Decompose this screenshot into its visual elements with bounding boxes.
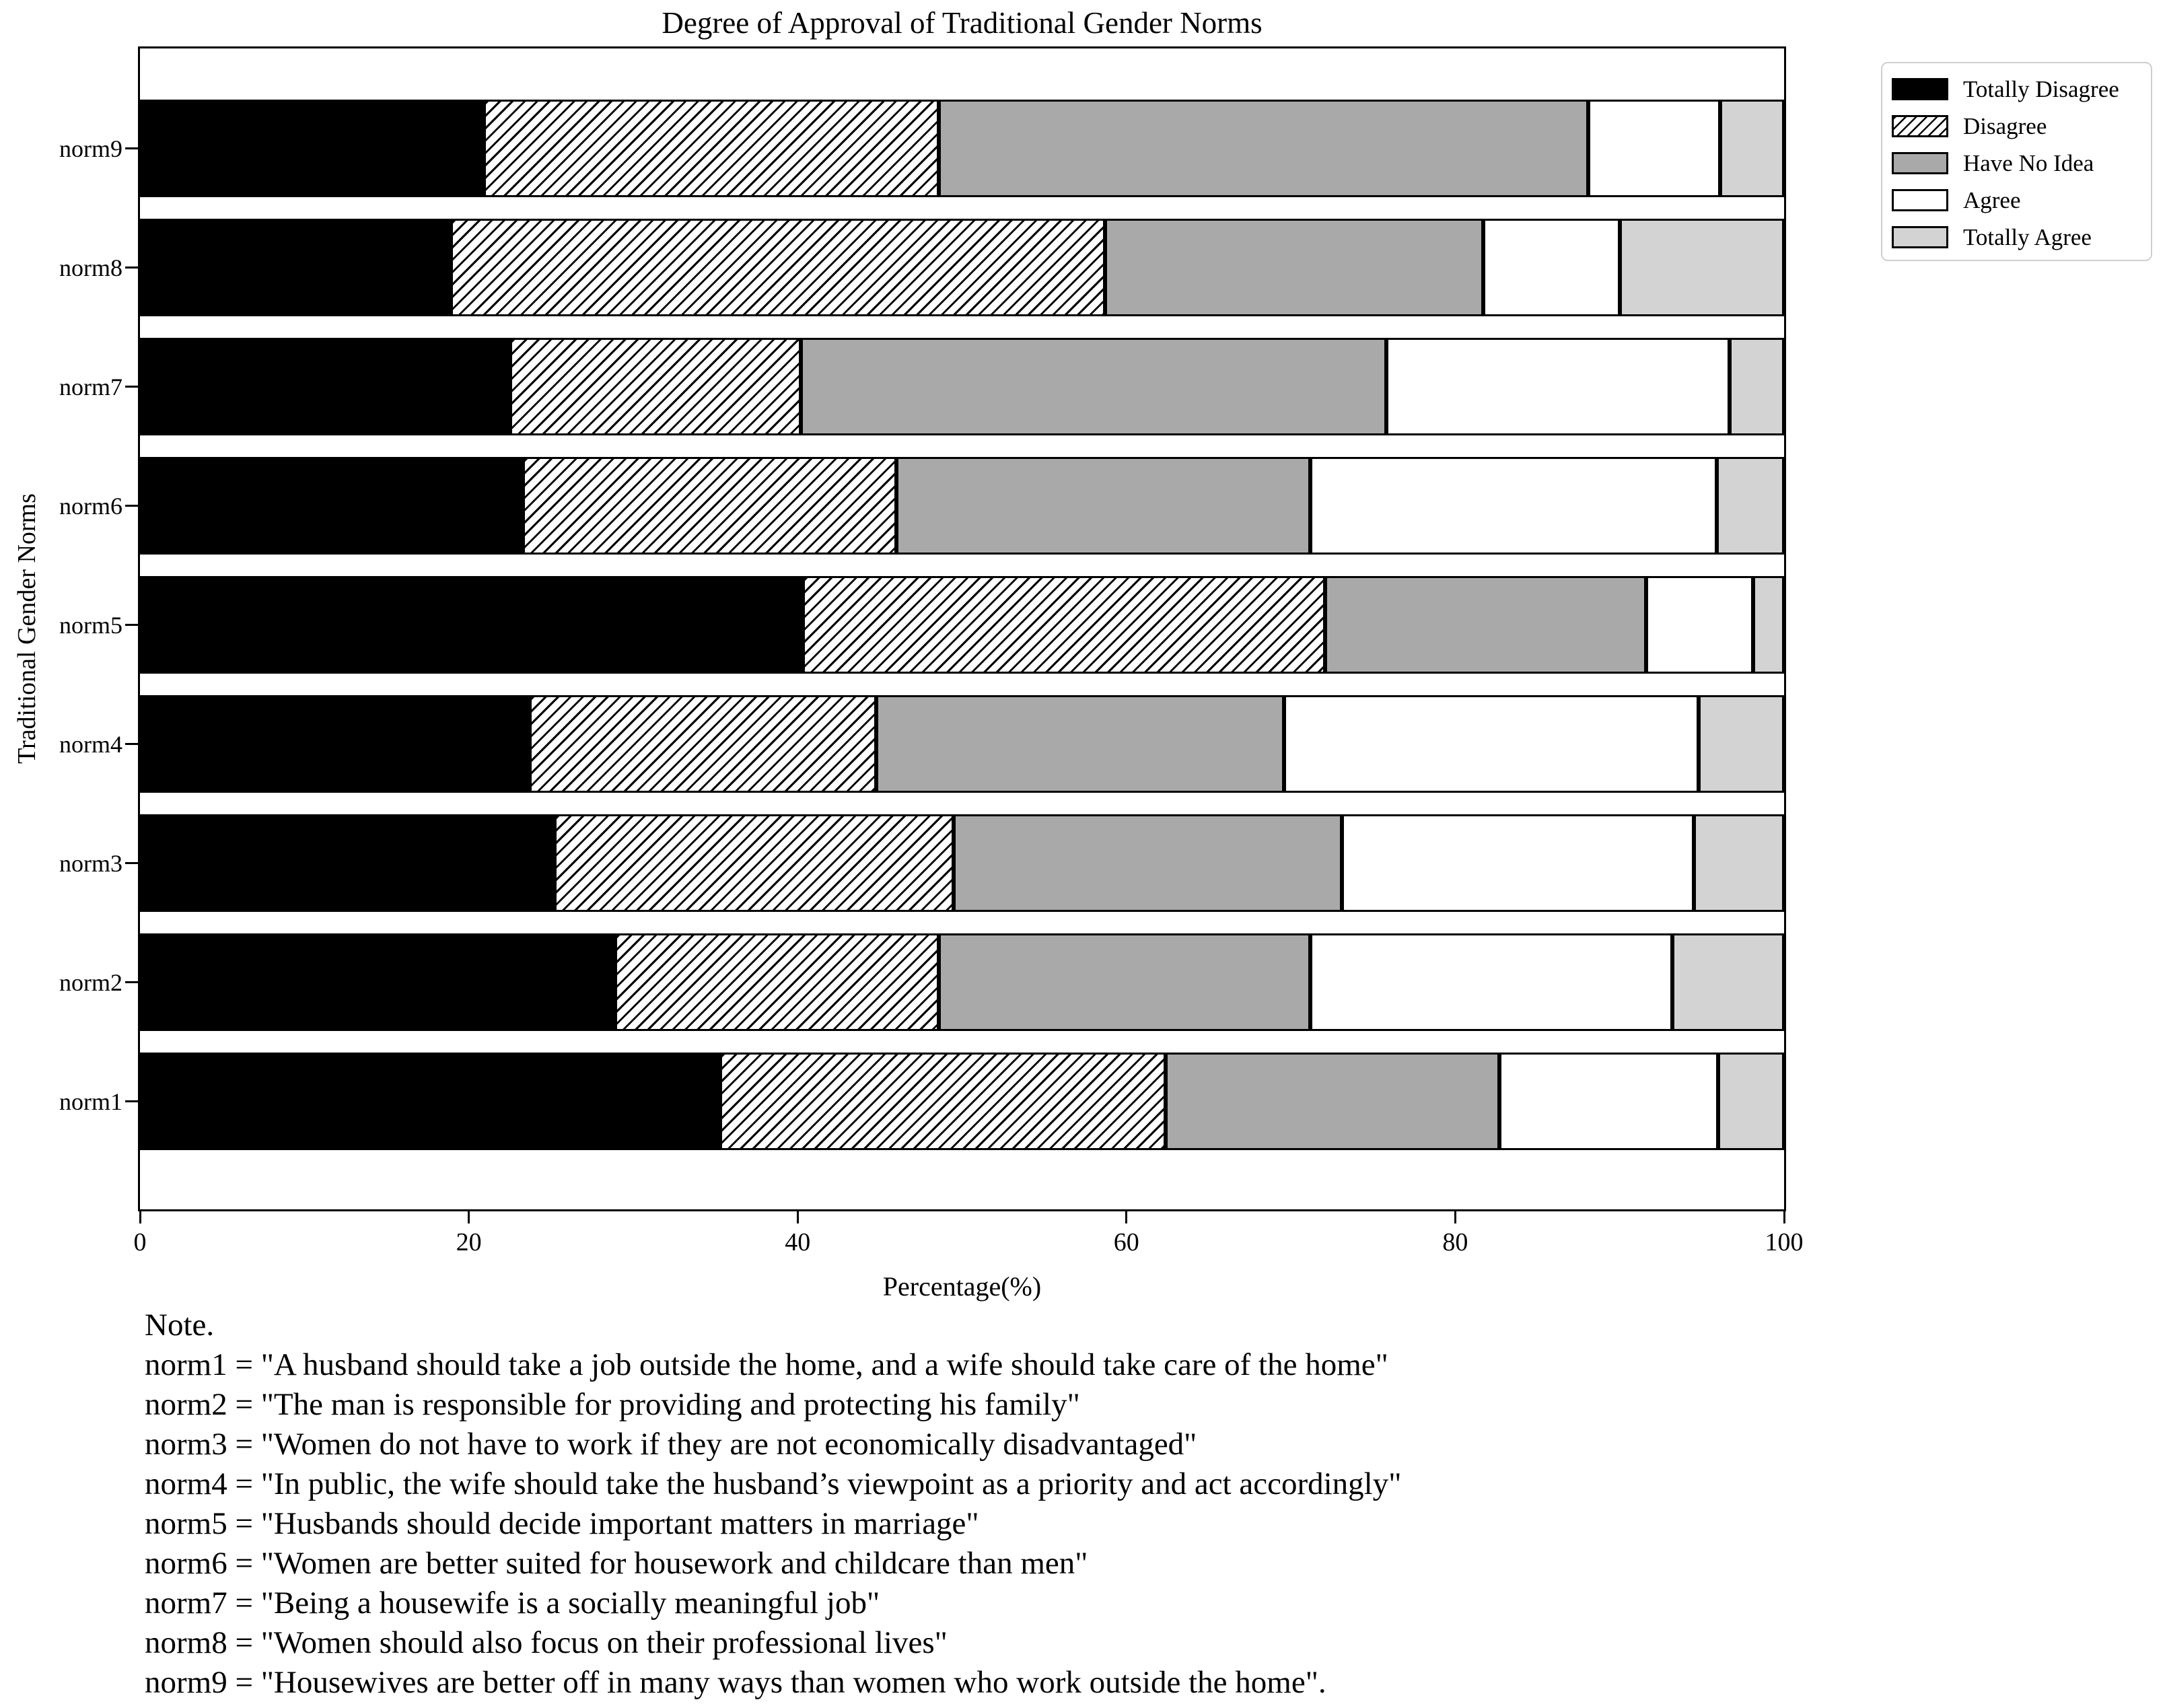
note-line-norm2: norm2 = "The man is responsible for providing and protecting his family": [145, 1387, 1080, 1422]
x-tick-label-60: 60: [1113, 1228, 1139, 1256]
segment-norm8-totally-disagree: [140, 219, 451, 316]
x-tick-mark-80: [1454, 1209, 1456, 1223]
segment-norm6-agree: [1310, 457, 1716, 555]
y-tick-label-norm4: norm4: [59, 730, 122, 758]
segment-norm8-disagree: [451, 219, 1105, 316]
y-tick-mark-norm8: [125, 266, 140, 269]
legend-swatch-icon: [1892, 226, 1948, 248]
x-axis-label: Percentage(%): [882, 1271, 1042, 1302]
segment-norm1-disagree: [720, 1053, 1166, 1150]
segment-norm3-agree: [1342, 814, 1694, 912]
segment-norm4-totally-agree: [1699, 695, 1784, 793]
bar-norm9: [140, 100, 1784, 197]
legend-label: Totally Agree: [1963, 223, 2092, 250]
segment-norm2-totally-disagree: [140, 933, 615, 1031]
segment-norm7-disagree: [510, 338, 801, 435]
legend-item-disagree: [1892, 108, 2151, 145]
y-tick-label-norm3: norm3: [59, 849, 122, 877]
legend-label: Totally Disagree: [1963, 75, 2119, 102]
y-tick-mark-norm7: [125, 386, 140, 388]
note-line-norm4: norm4 = "In public, the wife should take the husband’s viewpoint as a priority and act accordingly": [145, 1466, 1402, 1501]
segment-norm9-have-no-idea: [939, 100, 1588, 197]
segment-norm4-have-no-idea: [876, 695, 1284, 793]
segment-norm9-disagree: [484, 100, 939, 197]
y-tick-mark-norm3: [125, 862, 140, 864]
segment-norm9-agree: [1588, 100, 1719, 197]
segment-norm4-totally-disagree: [140, 695, 530, 793]
y-tick-label-norm8: norm8: [59, 254, 122, 281]
legend-item-agree: [1892, 182, 2151, 219]
legend-label: Agree: [1963, 186, 2021, 213]
note-line-norm1: norm1 = "A husband should take a job outside the home, and a wife should take care of the home": [145, 1347, 1388, 1382]
bar-norm6: [140, 457, 1784, 555]
legend-swatch-icon: [1892, 115, 1948, 137]
segment-norm6-disagree: [523, 457, 896, 555]
x-tick-mark-40: [797, 1209, 799, 1223]
segment-norm1-totally-disagree: [140, 1053, 720, 1150]
y-tick-label-norm7: norm7: [59, 373, 122, 400]
segment-norm7-have-no-idea: [801, 338, 1386, 435]
segment-norm3-have-no-idea: [954, 814, 1342, 912]
legend-item-have-no-idea: [1892, 145, 2151, 182]
segment-norm8-have-no-idea: [1105, 219, 1483, 316]
segment-norm7-totally-agree: [1730, 338, 1784, 435]
segment-norm4-disagree: [530, 695, 876, 793]
legend: [1881, 62, 2152, 261]
y-tick-label-norm9: norm9: [59, 135, 122, 162]
segment-norm6-totally-disagree: [140, 457, 523, 555]
segment-norm1-agree: [1499, 1053, 1718, 1150]
chart-title: Degree of Approval of Traditional Gender Norms: [662, 6, 1263, 40]
segment-norm8-totally-agree: [1620, 219, 1784, 316]
segment-norm7-agree: [1386, 338, 1730, 435]
note-heading: Note.: [145, 1308, 215, 1343]
segment-norm3-totally-disagree: [140, 814, 555, 912]
segment-norm2-agree: [1310, 933, 1672, 1031]
bar-norm7: [140, 338, 1784, 435]
segment-norm2-disagree: [615, 933, 939, 1031]
x-tick-label-100: 100: [1765, 1228, 1804, 1256]
legend-swatch-icon: [1892, 78, 1948, 100]
bar-norm2: [140, 933, 1784, 1031]
bar-norm1: [140, 1053, 1784, 1150]
note-block: [145, 1306, 2137, 1703]
note-line-norm6: norm6 = "Women are better suited for housework and childcare than men": [145, 1546, 1088, 1581]
legend-item-totally-agree: [1892, 219, 2151, 256]
segment-norm9-totally-agree: [1720, 100, 1784, 197]
y-axis-label: Traditional Gender Norms: [13, 493, 41, 764]
y-tick-label-norm5: norm5: [59, 611, 122, 639]
segment-norm2-totally-agree: [1672, 933, 1784, 1031]
segment-norm6-have-no-idea: [896, 457, 1311, 555]
y-tick-label-norm6: norm6: [59, 492, 122, 520]
note-line-norm8: norm8 = "Women should also focus on their professional lives": [145, 1625, 948, 1660]
bar-norm5: [140, 576, 1784, 674]
segment-norm4-agree: [1284, 695, 1699, 793]
segment-norm7-totally-disagree: [140, 338, 510, 435]
note-line-norm9: norm9 = "Housewives are better off in many ways than women who work outside the home".: [145, 1665, 1326, 1700]
segment-norm1-have-no-idea: [1166, 1053, 1499, 1150]
segment-norm3-totally-agree: [1694, 814, 1784, 912]
x-tick-mark-0: [139, 1209, 141, 1223]
legend-label: Disagree: [1963, 112, 2047, 139]
segment-norm5-have-no-idea: [1325, 576, 1645, 674]
note-line-norm5: norm5 = "Husbands should decide important matters in marriage": [145, 1506, 979, 1541]
bar-norm4: [140, 695, 1784, 793]
y-tick-mark-norm6: [125, 505, 140, 507]
x-tick-label-40: 40: [785, 1228, 811, 1256]
legend-item-totally-disagree: [1892, 71, 2151, 108]
x-tick-mark-20: [468, 1209, 470, 1223]
y-tick-mark-norm9: [125, 147, 140, 149]
y-tick-label-norm2: norm2: [59, 968, 122, 996]
segment-norm5-disagree: [803, 576, 1326, 674]
note-line-norm3: norm3 = "Women do not have to work if they are not economically disadvantaged": [145, 1427, 1197, 1462]
y-tick-mark-norm5: [125, 624, 140, 626]
x-tick-label-0: 0: [133, 1228, 147, 1256]
segment-norm3-disagree: [555, 814, 954, 912]
y-tick-mark-norm2: [125, 981, 140, 983]
x-tick-mark-100: [1783, 1209, 1785, 1223]
segment-norm5-totally-agree: [1753, 576, 1784, 674]
segment-norm2-have-no-idea: [939, 933, 1310, 1031]
x-tick-label-20: 20: [456, 1228, 482, 1256]
segment-norm6-totally-agree: [1717, 457, 1784, 555]
segment-norm5-totally-disagree: [140, 576, 803, 674]
legend-label: Have No Idea: [1963, 149, 2094, 176]
x-tick-mark-60: [1125, 1209, 1127, 1223]
segment-norm5-agree: [1646, 576, 1753, 674]
legend-swatch-icon: [1892, 189, 1948, 211]
y-tick-label-norm1: norm1: [59, 1088, 122, 1115]
bar-norm3: [140, 814, 1784, 912]
segment-norm9-totally-disagree: [140, 100, 484, 197]
bar-norm8: [140, 219, 1784, 316]
x-tick-label-80: 80: [1442, 1228, 1468, 1256]
note-line-norm7: norm7 = "Being a housewife is a socially meaningful job": [145, 1586, 880, 1621]
y-tick-mark-norm1: [125, 1100, 140, 1102]
y-tick-mark-norm4: [125, 743, 140, 745]
segment-norm8-agree: [1483, 219, 1620, 316]
segment-norm1-totally-agree: [1718, 1053, 1784, 1150]
legend-swatch-icon: [1892, 152, 1948, 174]
